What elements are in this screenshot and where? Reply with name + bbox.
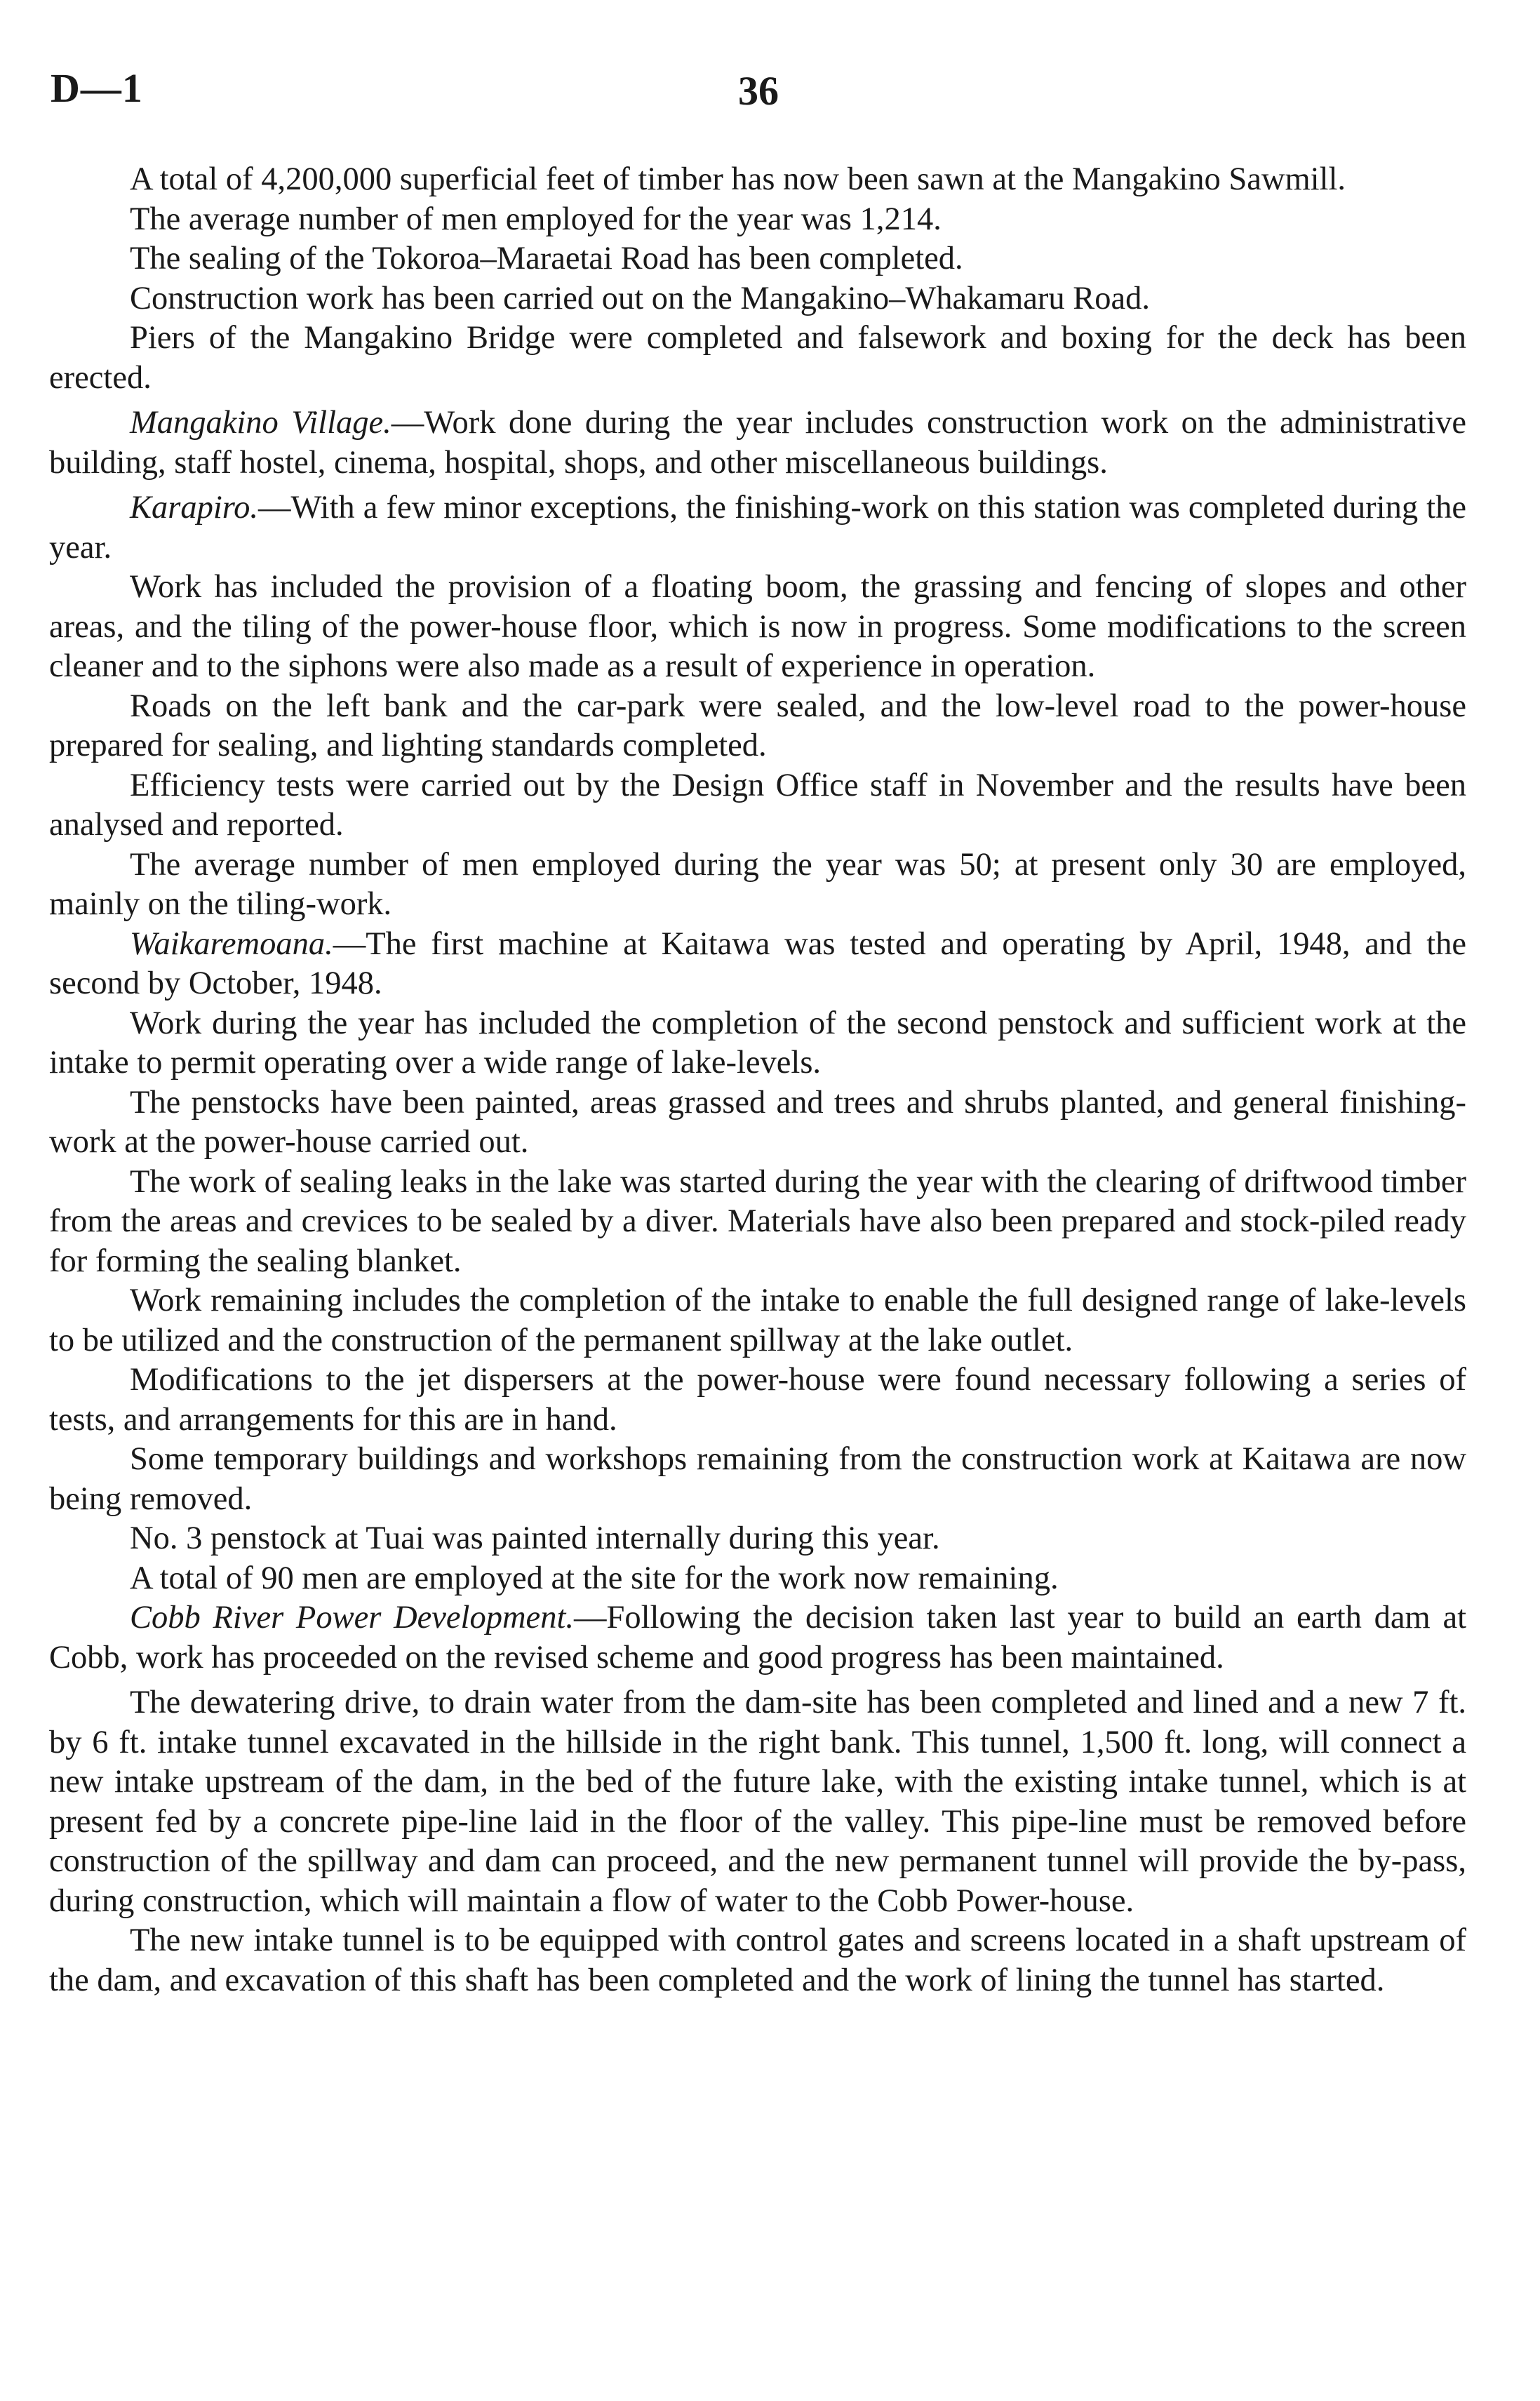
paragraph xyxy=(49,1163,1466,1282)
page-number: 36 xyxy=(738,68,779,114)
paragraph-text: Work during the year has included the completion of the second penstock and sufficient work at the intake to permit operating over a wide range of lake-levels. xyxy=(49,1005,1466,1081)
paragraph xyxy=(49,1683,1466,1921)
paragraph-lead: Waikaremoana. xyxy=(130,925,333,962)
paragraph-text: Work has included the provision of a floating boom, the grassing and fencing of slopes and other areas, and the tiling of the power-house floor, which is now in progress. Some modifications to the screen cleaner and to the siphons were also made as a result of experience in operation. xyxy=(49,569,1466,684)
paragraph xyxy=(49,1004,1466,1083)
paragraph-karapiro xyxy=(49,488,1466,568)
paragraph-text: Roads on the left bank and the car-park were sealed, and the low-level road to the power-house prepared for sealing, and lighting standards completed. xyxy=(49,688,1466,763)
document-code: D—1 xyxy=(51,65,143,111)
paragraph xyxy=(49,239,1466,279)
paragraph xyxy=(49,1083,1466,1163)
paragraph-text: Efficiency tests were carried out by the Design Office staff in November and the results have been analysed and reported. xyxy=(49,767,1466,843)
paragraph xyxy=(49,1921,1466,2000)
paragraph xyxy=(49,1440,1466,1519)
paragraph-text: Construction work has been carried out on the Mangakino–Whakamaru Road. xyxy=(130,280,1151,316)
paragraph-text: —With a few minor exceptions, the finishing-work on this station was completed during the year. xyxy=(49,490,1466,566)
paragraph-waikaremoana xyxy=(49,925,1466,1004)
paragraph xyxy=(49,1519,1466,1559)
paragraph-text: —Following the decision taken last year to build an earth dam at Cobb, work has proceeded on the revised scheme and good progress has been maintained. xyxy=(49,1600,1467,1676)
paragraph-text: —Work done during the year includes construction work on the administrative building, staff hostel, cinema, hospital, shops, and other miscellaneous buildings. xyxy=(49,405,1466,481)
paragraph-text: —The first machine at Kaitawa was tested and operating by April, 1948, and the second by October, 1948. xyxy=(49,925,1466,1001)
paragraph-cobb-river xyxy=(49,1598,1466,1678)
paragraph xyxy=(49,766,1466,845)
paragraph xyxy=(49,1360,1466,1440)
paragraph-text: The dewatering drive, to drain water from the dam-site has been completed and lined and a new 7 ft. by 6 ft. intake tunnel excavated in the hillside in the right bank. This tunnel, 1,500 ft. long, will connect a new intake upstream of the dam, in the bed of the future lake, with the existing intake tunnel, which is at present fed by a concrete pipe-line laid in the floor of the valley. This pipe-line must be removed before construction of the spillway and dam can proceed, and the new permanent tunnel will provide the by-pass, during construction, which will maintain a flow of water to the Cobb Power-house. xyxy=(49,1685,1466,1919)
paragraph xyxy=(49,160,1466,200)
paragraph-text: Piers of the Mangakino Bridge were completed and falsework and boxing for the deck has been erected. xyxy=(49,320,1466,396)
paragraph-text: No. 3 penstock at Tuai was painted internally during this year. xyxy=(130,1520,940,1556)
paragraph-text: The penstocks have been painted, areas grassed and trees and shrubs planted, and general finishing-work at the power-house carried out. xyxy=(49,1084,1466,1160)
paragraph-lead: Mangakino Village. xyxy=(130,405,391,441)
paragraph-text: A total of 90 men are employed at the site for the work now remaining. xyxy=(130,1560,1059,1596)
paragraph-text: Modifications to the jet dispersers at the power-house were found necessary following a series of tests, and arrangements for this are in hand. xyxy=(49,1362,1466,1438)
paragraph-text: Some temporary buildings and workshops remaining from the construction work at Kaitawa are now being removed. xyxy=(49,1441,1466,1517)
paragraph-text: The sealing of the Tokoroa–Maraetai Road has been completed. xyxy=(130,241,963,276)
paragraph-lead: Cobb River Power Development. xyxy=(130,1600,574,1636)
paragraph xyxy=(49,687,1466,766)
paragraph xyxy=(49,200,1466,240)
paragraph xyxy=(49,845,1466,925)
paragraph-text: The average number of men employed for the year was 1,214. xyxy=(130,201,942,237)
paragraph-text: The work of sealing leaks in the lake was started during the year with the clearing of driftwood timber from the areas and crevices to be sealed by a diver. Materials have also been prepared and stock-piled ready for forming the sealing blanket. xyxy=(49,1163,1466,1279)
paragraph xyxy=(49,1281,1466,1360)
paragraph-text: The average number of men employed during the year was 50; at present only 30 are employed, mainly on the tiling-work. xyxy=(49,846,1466,922)
paragraph-lead: Karapiro. xyxy=(130,490,259,526)
paragraph-text: Work remaining includes the completion of the intake to enable the full designed range of lake-levels to be utilized and the construction of the permanent spillway at the lake outlet. xyxy=(49,1283,1466,1358)
paragraph xyxy=(49,568,1466,687)
paragraph-text: A total of 4,200,000 superficial feet of timber has now been sawn at the Mangakino Sawmill. xyxy=(130,161,1346,197)
paragraph xyxy=(49,319,1466,398)
paragraph-mangakino-village xyxy=(49,403,1466,483)
paragraph-text: The new intake tunnel is to be equipped with control gates and screens located in a shaft upstream of the dam, and excavation of this shaft has been completed and the work of lining the tunnel has started. xyxy=(49,1922,1466,1998)
paragraph xyxy=(49,1559,1466,1599)
paragraph xyxy=(49,279,1466,319)
body-text xyxy=(49,160,1466,2000)
